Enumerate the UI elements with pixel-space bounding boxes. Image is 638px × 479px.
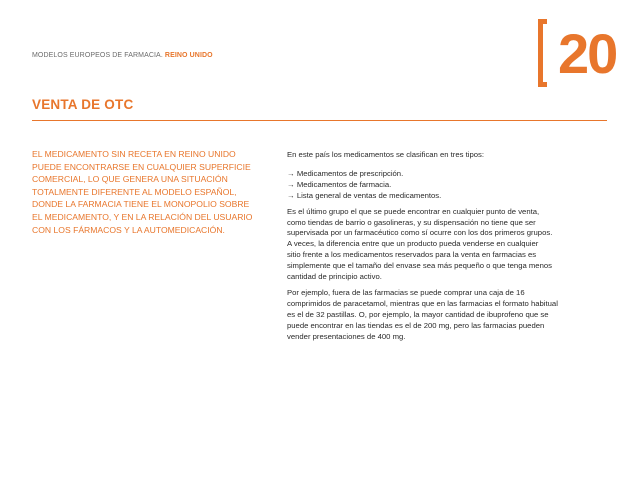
paragraph-line: cantidad de principio activo. bbox=[287, 272, 382, 282]
paragraph-line: A veces, la diferencia entre que un producto pueda venderse en cualquier bbox=[287, 239, 539, 249]
paragraph-line: supervisada por un farmacéutico como sí ocurre con los dos primeros grupos. bbox=[287, 228, 553, 238]
lead-line: CON LOS FÁRMACOS Y LA AUTOMEDICACIÓN. bbox=[32, 224, 225, 235]
paragraph-line: Es el último grupo el que se puede encontrar en cualquier punto de venta, bbox=[287, 206, 540, 216]
classification-list bbox=[287, 169, 617, 202]
paragraph-line: como tiendas de barrio o gasolineras, y su dispensación no tiene que ser bbox=[287, 217, 536, 227]
lead-line: DONDE LA FARMACIA TIENE EL MONOPOLIO SOBRE bbox=[32, 199, 250, 210]
lead-line: EL MEDICAMENTO SIN RECETA EN REINO UNIDO bbox=[32, 149, 236, 159]
running-header-country: REINO UNIDO bbox=[164, 52, 213, 59]
running-header-prefix: MODELOS EUROPEOS DE FARMACIA. bbox=[32, 52, 163, 59]
paragraph-line: es el de 32 pastillas. O, por ejemplo, la mayor cantidad de ibuprofeno que se bbox=[287, 309, 549, 319]
page-number: 20 bbox=[558, 22, 617, 85]
bracket-ornament bbox=[538, 19, 547, 87]
lead-line: EL MEDICAMENTO, Y EN LA RELACIÓN DEL USUARIO bbox=[32, 211, 253, 222]
paragraph-line: comprimidos de paracetamol, mientras que en las farmacias el formato habitual bbox=[287, 298, 558, 308]
lead-line: COMERCIAL, LO QUE GENERA UNA SITUACIÓN bbox=[32, 174, 228, 185]
lead-line: PUEDE ENCONTRARSE EN CUALQUIER SUPERFICIE bbox=[32, 161, 251, 172]
page-number-block bbox=[538, 19, 638, 91]
lead-line: TOTALMENTE DIFERENTE AL MODELO ESPAÑOL, bbox=[32, 186, 237, 197]
paragraph-otc-sales bbox=[287, 207, 617, 283]
running-header bbox=[32, 52, 213, 59]
paragraph-line: Por ejemplo, fuera de las farmacias se puede comprar una caja de 16 bbox=[287, 287, 525, 297]
intro-sentence: En este país los medicamentos se clasifican en tres tipos: bbox=[287, 150, 484, 159]
paragraph-line: puede encontrar en las tiendas es el de 200 mg, pero las farmacias pueden bbox=[287, 320, 545, 330]
paragraph-line: sitio frente a los medicamentos reservados para la venta en farmacias es bbox=[287, 250, 537, 260]
paragraph-examples bbox=[287, 288, 617, 343]
body-text bbox=[287, 150, 617, 348]
section-divider bbox=[32, 120, 607, 121]
paragraph-line: simplemente que el tamaño del envase sea más pequeño o que tenga menos bbox=[287, 261, 552, 271]
lead-paragraph bbox=[32, 148, 270, 236]
list-item: → Lista general de ventas de medicamentos. bbox=[287, 190, 442, 200]
paragraph-line: vender presentaciones de 400 mg. bbox=[287, 331, 406, 341]
list-item: → Medicamentos de farmacia. bbox=[287, 179, 392, 189]
list-item: → Medicamentos de prescripción. bbox=[287, 168, 404, 178]
section-title: VENTA DE OTC bbox=[32, 97, 134, 112]
